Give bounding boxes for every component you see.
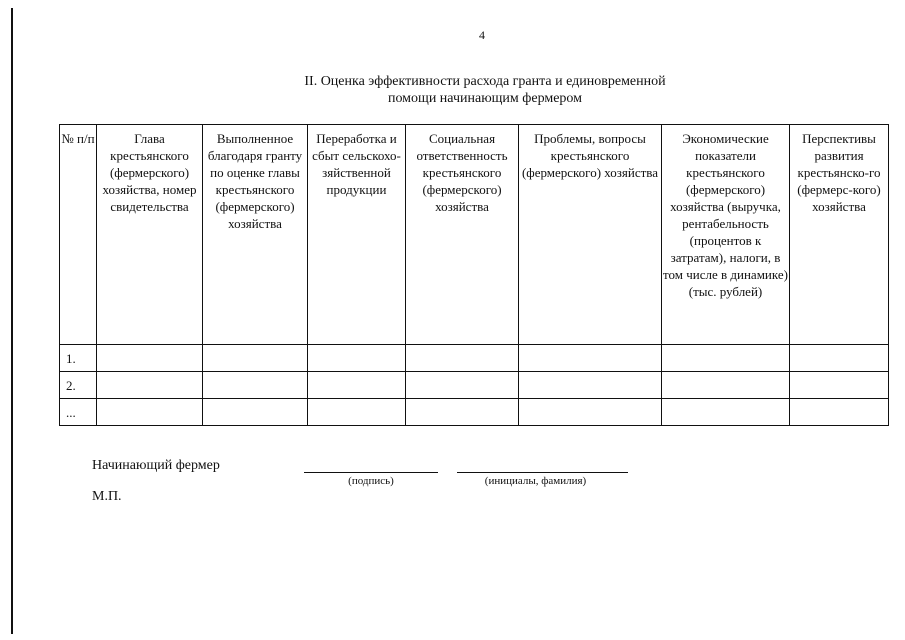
efficiency-table bbox=[59, 124, 889, 426]
table-cell bbox=[97, 345, 203, 372]
row-number-cell: 1. bbox=[60, 345, 97, 372]
table-cell bbox=[203, 372, 308, 399]
header-processing-sales: Переработка и сбыт сельскохо-зяйственной продукции bbox=[308, 125, 406, 345]
table-cell bbox=[406, 372, 519, 399]
table-cell bbox=[203, 399, 308, 426]
table-cell bbox=[519, 345, 662, 372]
table-cell bbox=[519, 399, 662, 426]
table-cell bbox=[790, 345, 889, 372]
table-row bbox=[60, 372, 889, 399]
table-cell bbox=[790, 372, 889, 399]
header-grant-results: Выполненное благодаря гранту по оценке главы крестьянского (фермерского) хозяйства bbox=[203, 125, 308, 345]
signer-label: Начинающий фермер bbox=[92, 458, 220, 473]
table-row bbox=[60, 345, 889, 372]
table-cell bbox=[790, 399, 889, 426]
table-cell bbox=[203, 345, 308, 372]
name-line bbox=[457, 472, 628, 473]
table-cell bbox=[662, 345, 790, 372]
table-cell bbox=[406, 345, 519, 372]
stamp-label: М.П. bbox=[92, 489, 122, 504]
row-number-cell: 2. bbox=[60, 372, 97, 399]
table-cell bbox=[662, 399, 790, 426]
row-number-cell: ... bbox=[60, 399, 97, 426]
section-title-line-1: II. Оценка эффективности расхода гранта и единовременной bbox=[304, 74, 666, 89]
table-cell bbox=[662, 372, 790, 399]
table-cell bbox=[519, 372, 662, 399]
header-prospects: Перспективы развития крестьянско-го (фермерс-кого) хозяйства bbox=[790, 125, 889, 345]
table-cell bbox=[97, 372, 203, 399]
name-caption: (инициалы, фамилия) bbox=[484, 475, 587, 487]
table-cell bbox=[308, 399, 406, 426]
header-problems: Проблемы, вопросы крестьянского (фермерского) хозяйства bbox=[519, 125, 662, 345]
page-left-edge-rule bbox=[11, 8, 13, 634]
header-social-responsibility: Социальная ответственность крестьянского (фермерского) хозяйства bbox=[406, 125, 519, 345]
table-row bbox=[60, 399, 889, 426]
table-cell bbox=[97, 399, 203, 426]
section-title-line-2: помощи начинающим фермером bbox=[387, 91, 583, 106]
table-header-row bbox=[60, 125, 889, 345]
signature-caption: (подпись) bbox=[348, 475, 394, 487]
table-cell bbox=[308, 345, 406, 372]
page-number: 4 bbox=[479, 28, 485, 42]
table-cell bbox=[406, 399, 519, 426]
table-cell bbox=[308, 372, 406, 399]
signature-line bbox=[304, 472, 438, 473]
header-row-number: № п/п bbox=[60, 125, 97, 345]
header-farm-head: Глава крестьянского (фермерского) хозяйства, номер свидетельства bbox=[97, 125, 203, 345]
section-title bbox=[220, 73, 750, 107]
header-economic-indicators: Экономические показатели крестьянского (фермерского) хозяйства (выручка, рентабельность (процентов к затратам), налоги, в том числе в динамике) (тыс. рублей) bbox=[662, 125, 790, 345]
